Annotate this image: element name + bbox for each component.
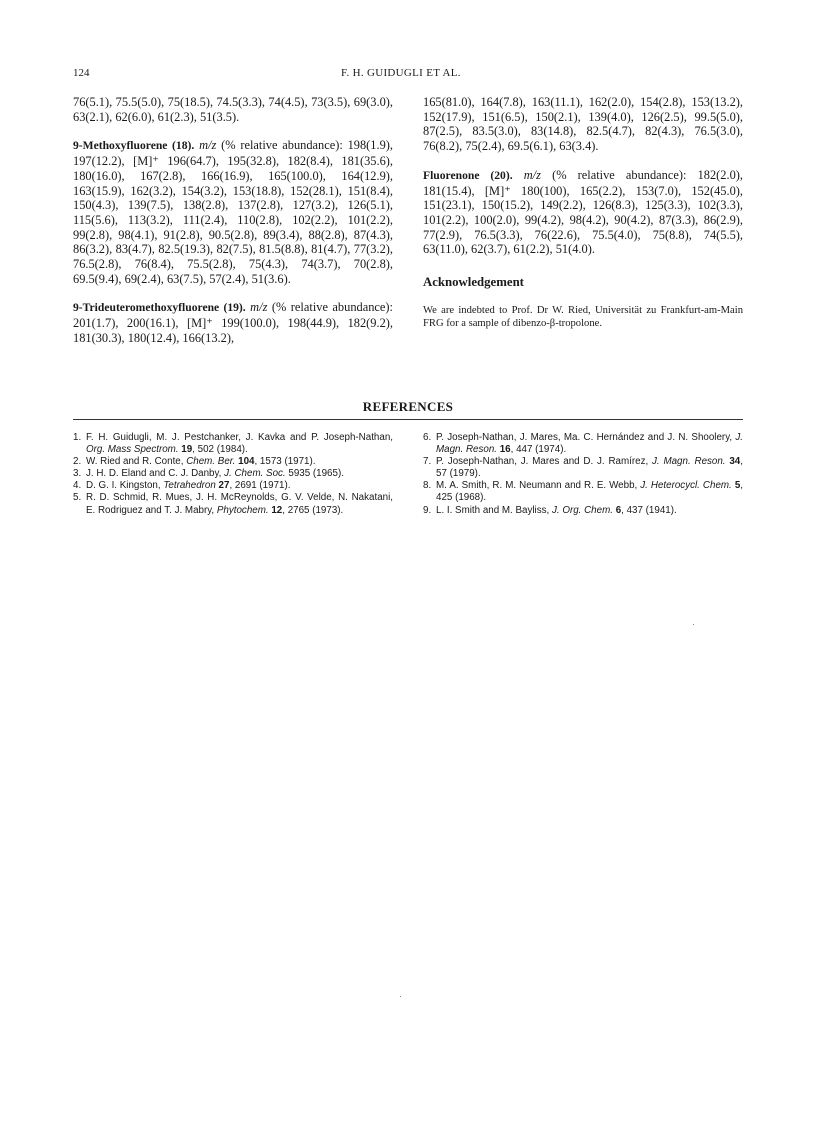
reference-number: 5. [73,492,82,504]
reference-number: 4. [73,480,82,492]
reference-authors: F. H. Guidugli, M. J. Pestchanker, J. Kavka and P. Joseph-Nathan, [86,432,393,443]
reference-text [436,456,743,480]
reference-journal: J. Magn. Reson. [436,432,743,456]
reference-volume: 16 [499,444,511,456]
scan-speck [693,624,694,625]
reference-number: 7. [423,456,432,468]
reference-volume: 34 [729,456,741,468]
mz-label: m/z [199,138,217,153]
compound-20-name: Fluorenone (20). [423,168,513,182]
reference-journal: J. Chem. Soc. [224,468,286,480]
reference-text [86,456,393,468]
reference-item [73,456,393,468]
compound-19-paragraph [73,300,393,345]
compound-20-paragraph [423,168,743,257]
reference-authors: J. H. D. Eland and C. J. Danby, [86,468,225,480]
page-header [73,67,743,81]
reference-volume: 12 [271,504,283,516]
references-heading: REFERENCES [362,399,454,414]
reference-pages-year: 5935 (1965). [285,468,344,480]
reference-item [73,492,393,516]
compound-19-name: 9-Trideuteromethoxyfluorene (19). [73,301,246,315]
reference-journal: J. Org. Chem. [551,504,613,516]
reference-text [436,505,743,517]
reference-journal: Chem. Ber. [186,456,236,468]
right-column [423,95,743,330]
reference-item [423,456,743,480]
running-head: F. H. GUIDUGLI ET AL. [341,67,461,79]
compound-18-data: (% relative abundance): 198(1.9), 197(12.2), [M]⁺ 196(64.7), 195(32.8), 182(8.4), 181(35.6), 180(16.0), 167(2.8), 166(16.9), 165(100.0), 164(12.9), 163(15.9), 162(3.2), 154(3.2), 153(18.8), 152(28.1), 151(8.4), 150(4.3), 139(7.5), 138(2.8), 137(2.8), 127(3.2), 126(5.1), 115(5.6), 113(3.2), 111(2.4), 110(2.8), 102(2.2), 101(2.2), 99(2.8), 98(4.1), 91(2.8), 90.5(2.8), 89(3.4), 88(2.8), 87(4.3), 86(3.2), 83(4.7), 82.5(19.3), 82(7.5), 81.5(8.8), 81(4.7), 77(3.2), 76.5(2.8), 76(8.4), 75.5(2.8), 75(4.3), 74(3.7), 70(2.8), 69.5(9.4), 69(2.4), 63(7.5), 57(2.4), 51(3.6). [73,138,394,286]
reference-item [423,505,743,517]
references-right-list [423,432,743,517]
reference-volume: 5 [734,480,741,492]
spectrum-continuation: 76(5.1), 75.5(5.0), 75(18.5), 74.5(3.3), 74(4.5), 73(3.5), 69(3.0), 63(2.1), 62(6.0), 61(2.3), 51(3.5). [73,95,393,124]
reference-volume: 19 [181,444,193,456]
reference-pages-year: , 425 (1968). [436,480,743,504]
reference-volume: 6 [615,504,622,516]
reference-text [86,468,393,480]
reference-pages-year: , 2691 (1971). [229,480,291,492]
acknowledgement-body: We are indebted to Prof. Dr W. Ried, Universität zu Frankfurt-am-Main FRG for a sample of dibenzo-β-tropolone. [423,304,743,329]
reference-journal: J. Heterocycl. Chem. [640,480,732,492]
mz-label: m/z [523,167,541,182]
reference-pages-year: , 437 (1941). [621,504,677,516]
reference-authors: R. D. Schmid, R. Mues, J. H. McReynolds, G. V. Velde, N. Nakatani, E. Rodriguez and T. J. Mabry, [86,492,393,516]
reference-authors: L. I. Smith and M. Bayliss, [436,504,552,516]
reference-pages-year: , 447 (1974). [510,444,567,456]
reference-authors: P. Joseph-Nathan, J. Mares, Ma. C. Hernández and J. N. Shoolery, [436,432,736,443]
reference-journal: J. Magn. Reson. [652,456,726,468]
reference-text [86,480,393,492]
reference-journal: Org. Mass Spectrom. [86,444,179,456]
reference-journal: Phytochem. [216,504,269,516]
reference-item [423,432,743,456]
reference-pages-year: , 57 (1979). [436,456,743,480]
reference-number: 9. [423,504,432,516]
mz-label: m/z [250,300,268,315]
reference-volume: 104 [238,456,255,468]
left-column [73,95,393,360]
page-number: 124 [73,67,90,79]
reference-volume: 27 [218,480,230,492]
compound-18-name: 9-Methoxyfluorene (18). [73,139,195,153]
references-rule [73,419,743,420]
reference-number: 3. [73,468,82,480]
reference-authors: D. G. I. Kingston, [86,480,164,492]
reference-number: 6. [423,432,432,443]
acknowledgement-heading: Acknowledgement [423,275,524,290]
reference-item [73,468,393,480]
reference-item [73,480,393,492]
spectrum-continuation: 165(81.0), 164(7.8), 163(11.1), 162(2.0), 154(2.8), 153(13.2), 152(17.9), 151(6.5), 150(2.1), 139(4.0), 126(2.5), 99.5(5.0), 87(2.5), 83.5(3.0), 83(14.8), 82.5(4.7), 82(4.3), 76.5(3.0), 76(8.2), 75(2.4), 69.5(6.1), 63(3.4). [423,95,743,154]
reference-pages-year: , 2765 (1973). [282,504,344,516]
compound-20-data: (% relative abundance): 182(2.0), 181(15.4), [M]⁺ 180(100), 165(2.2), 153(7.0), 152(45.0), 151(23.1), 150(15.2), 149(2.2), 126(8.3), 125(3.3), 102(3.3), 101(2.2), 100(2.0), 99(4.2), 98(4.2), 90(4.2), 87(3.3), 86(2.9), 77(2.9), 76.5(3.3), 76(22.6), 75.5(4.0), 75(8.8), 74(5.5), 63(11.0), 62(3.7), 61(2.2), 51(4.0). [423,167,743,257]
reference-item [423,480,743,504]
reference-number: 2. [73,456,82,468]
reference-pages-year: , 1573 (1971). [254,456,316,468]
reference-authors: W. Ried and R. Conte, [86,456,187,468]
references-left-list [73,432,393,517]
compound-19-data: (% relative abundance): 201(1.7), 200(16.1), [M]⁺ 199(100.0), 198(44.9), 182(9.2), 181(30.3), 180(12.4), 166(13.2), [73,300,393,345]
reference-pages-year: , 502 (1984). [192,444,248,456]
reference-number: 1. [73,432,82,443]
reference-text [86,432,393,456]
reference-authors: P. Joseph-Nathan, J. Mares and D. J. Ramírez, [436,456,653,468]
reference-text [436,432,743,456]
reference-authors: M. A. Smith, R. M. Neumann and R. E. Webb, [436,480,641,492]
reference-number: 8. [423,480,432,492]
reference-text [86,492,393,516]
reference-journal: Tetrahedron [163,480,216,492]
reference-text [436,480,743,504]
compound-18-paragraph [73,138,393,286]
reference-item [73,432,393,456]
scan-speck [400,996,401,997]
